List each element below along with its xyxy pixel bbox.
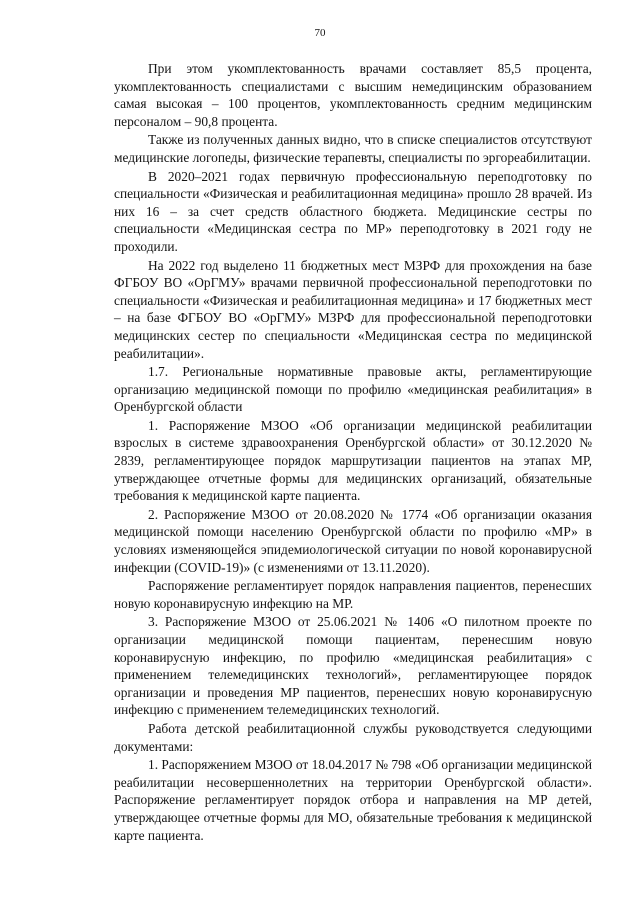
paragraph-staffing-rates: При этом укомплектованность врачами составляет 85,5 процента, укомплектованность специалистами с высшим немедицинским образованием самая высокая – 100 процентов, укомплектованность средним медицинским персоналом – 90,8 процента. — [114, 61, 592, 129]
page-body — [114, 60, 592, 844]
paragraph-budget-places-2022: На 2022 год выделено 11 бюджетных мест МЗРФ для прохождения на базе ФГБОУ ВО «ОрГМУ» врачами первичной профессиональной переподготовки по специальности «Физическая и реабилитационная медицина» и 17 бюджетных мест – на базе ФГБОУ ВО «ОрГМУ» МЗРФ для профессиональной переподготовки медицинских сестер по специальности «Медицинская сестра по медицинской реабилитации». — [114, 257, 592, 361]
paragraph-order-1774: 2. Распоряжение МЗОО от 20.08.2020 № 1774 «Об организации оказания медицинской помощи населению Оренбургской области по профилю «МР» в условиях изменяющейся эпидемиологической ситуации по новой коронавирусной инфекции (COVID-19)» (с изменениями от 13.11.2020). — [114, 506, 592, 575]
section-heading-1-7: 1.7. Региональные нормативные правовые акты, регламентирующие организацию медицинской помощи по профилю «медицинская реабилитация» в Оренбургской области — [114, 364, 592, 415]
paragraph-order-1774-scope: Распоряжение регламентирует порядок направления пациентов, перенесших новую коронавирусную инфекцию на МР. — [114, 578, 592, 611]
paragraph-order-1406: 3. Распоряжение МЗОО от 25.06.2021 № 1406 «О пилотном проекте по организации медицинской помощи пациентам, перенесшим новую коронавирусную инфекцию, по профилю «медицинская реабилитация» с применением телемедицинских технологий», регламентирующее порядок организации и проведения МР пациентов, перенесших новую коронавирусную инфекцию с применением телемедицинских технологий. — [114, 614, 592, 718]
paragraph-children-service: Работа детской реабилитационной службы руководствуется следующими документами: — [114, 720, 592, 754]
paragraph-order-798: 1. Распоряжением МЗОО от 18.04.2017 № 798 «Об организации медицинской реабилитации несовершеннолетних на территории Оренбургской области». Распоряжение регламентирует порядок отбора и направления на МР детей, утверждающее отчетные формы для МО, обязательные требования к медицинской карте пациента. — [114, 757, 592, 843]
paragraph-missing-specialists: Также из полученных данных видно, что в списке специалистов отсутствуют медицинские логопеды, физические терапевты, специалисты по эргореабилитации. — [114, 132, 592, 165]
paragraph-order-2839: 1. Распоряжение МЗОО «Об организации медицинской реабилитации взрослых в системе здравоохранения Оренбургской области» от 30.12.2020 № 2839, регламентирующее порядок маршрутизации пациентов на этапах МР, утверждающее отчетные формы для медицинских организаций, обязательные требования к медицинской карте пациента. — [114, 417, 592, 504]
paragraph-retraining-2020-2021: В 2020–2021 годах первичную профессиональную переподготовку по специальности «Физическая и реабилитационная медицина» прошло 28 врачей. Из них 16 – за счет средств областного бюджета. Медицинские сестры по специальности «Медицинская сестра по МР» переподготовку в 2021 году не проходили. — [114, 168, 592, 254]
page-number: 70 — [314, 27, 326, 39]
